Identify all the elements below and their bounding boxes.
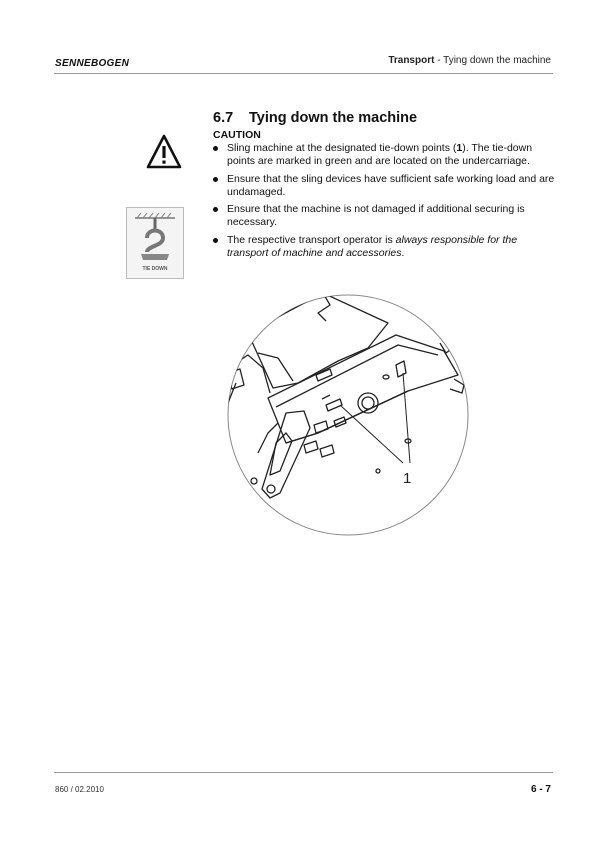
section-title: Tying down the machine bbox=[249, 110, 418, 126]
footer-rule bbox=[54, 772, 553, 773]
section-number: 6.7 bbox=[213, 110, 234, 126]
document-version: 860 / 02.2010 bbox=[55, 785, 104, 794]
bullet-text: ). The tie-down points are marked in green and are located on the undercarriage. bbox=[227, 142, 533, 167]
page-number: 6 - 7 bbox=[530, 784, 551, 795]
tie-down-point-ref: 1 bbox=[456, 142, 463, 154]
instruction-list bbox=[213, 142, 558, 265]
warning-triangle-icon bbox=[146, 134, 182, 170]
list-item bbox=[213, 142, 558, 168]
callout-number: 1 bbox=[403, 470, 412, 487]
undercarriage-diagram bbox=[218, 293, 478, 543]
list-item: Ensure that the machine is not damaged if additional securing is necessary. bbox=[213, 203, 558, 229]
brand-logo: SENNEBOGEN bbox=[55, 58, 130, 69]
list-item bbox=[213, 234, 558, 260]
bullet-text: Sling machine at the designated tie-down points ( bbox=[227, 142, 457, 154]
bullet-text: . bbox=[401, 247, 405, 259]
bullet-emphasis: always responsible for the transport of machine and accessories bbox=[227, 234, 518, 259]
header-section: Transport bbox=[388, 55, 435, 66]
caution-label: CAUTION bbox=[213, 129, 261, 141]
tie-down-symbol-icon bbox=[127, 208, 183, 268]
header-subsection: - Tying down the machine bbox=[434, 55, 551, 66]
header-rule bbox=[54, 73, 553, 74]
bullet-text: The respective transport operator is bbox=[227, 234, 396, 246]
running-header bbox=[388, 55, 551, 66]
tie-down-symbol bbox=[126, 207, 184, 279]
section-heading bbox=[213, 110, 417, 126]
list-item: Ensure that the sling devices have sufficient safe working load and are undamaged. bbox=[213, 173, 558, 199]
tie-down-label: TIE DOWN bbox=[142, 266, 168, 272]
